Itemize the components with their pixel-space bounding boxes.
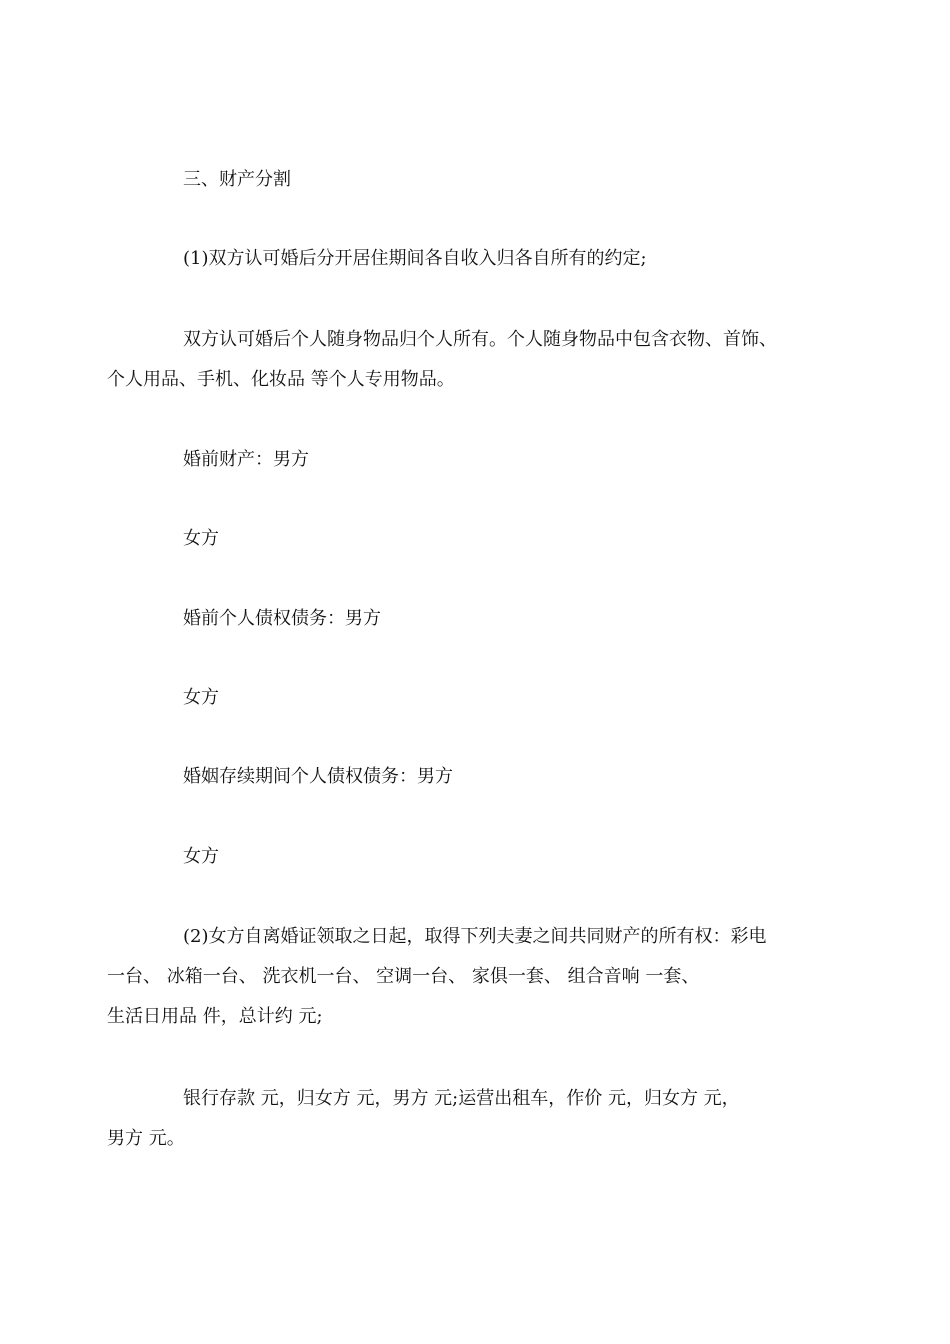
paragraph-joint-property-line2: 一台、 冰箱一台、 洗衣机一台、 空调一台、 家俱一套、 组合音响 一套、 xyxy=(107,966,700,987)
female-text-2: 女方 xyxy=(183,687,219,708)
female-line-1 xyxy=(145,519,820,559)
paragraph-personal-items-line1: 双方认可婚后个人随身物品归个人所有。个人随身物品中包含衣物、首饰、 xyxy=(183,329,777,350)
paragraph-personal-items xyxy=(107,320,820,400)
premarital-property-text: 婚前财产：男方 xyxy=(183,449,309,470)
section-heading-text: 三、财产分割 xyxy=(183,169,291,190)
paragraph-bank-deposits-line2: 男方 元。 xyxy=(107,1128,185,1149)
female-line-3 xyxy=(145,837,820,877)
paragraph-income xyxy=(145,239,820,279)
premarital-debts-line xyxy=(145,599,820,639)
paragraph-personal-items-line2: 个人用品、手机、化妆品 等个人专用物品。 xyxy=(107,369,455,390)
paragraph-joint-property-line3: 生活日用品 件，总计约 元; xyxy=(107,1006,323,1027)
female-line-2 xyxy=(145,678,820,718)
female-text-1: 女方 xyxy=(183,528,219,549)
paragraph-joint-property-line1: (2)女方自离婚证领取之日起，取得下列夫妻之间共同财产的所有权：彩电 xyxy=(183,926,767,947)
premarital-debts-text: 婚前个人债权债务：男方 xyxy=(183,608,381,629)
marital-debts-text: 婚姻存续期间个人债权债务：男方 xyxy=(183,766,453,787)
paragraph-joint-property xyxy=(107,917,820,1037)
marital-debts-line xyxy=(145,757,820,797)
paragraph-income-text: (1)双方认可婚后分开居住期间各自收入归各自所有的约定; xyxy=(183,248,647,269)
paragraph-bank-deposits-line1: 银行存款 元，归女方 元，男方 元;运营出租车，作价 元，归女方 元， xyxy=(183,1088,740,1109)
female-text-3: 女方 xyxy=(183,846,219,867)
paragraph-bank-deposits xyxy=(107,1079,820,1159)
section-heading xyxy=(145,160,820,200)
premarital-property-line xyxy=(145,440,820,480)
